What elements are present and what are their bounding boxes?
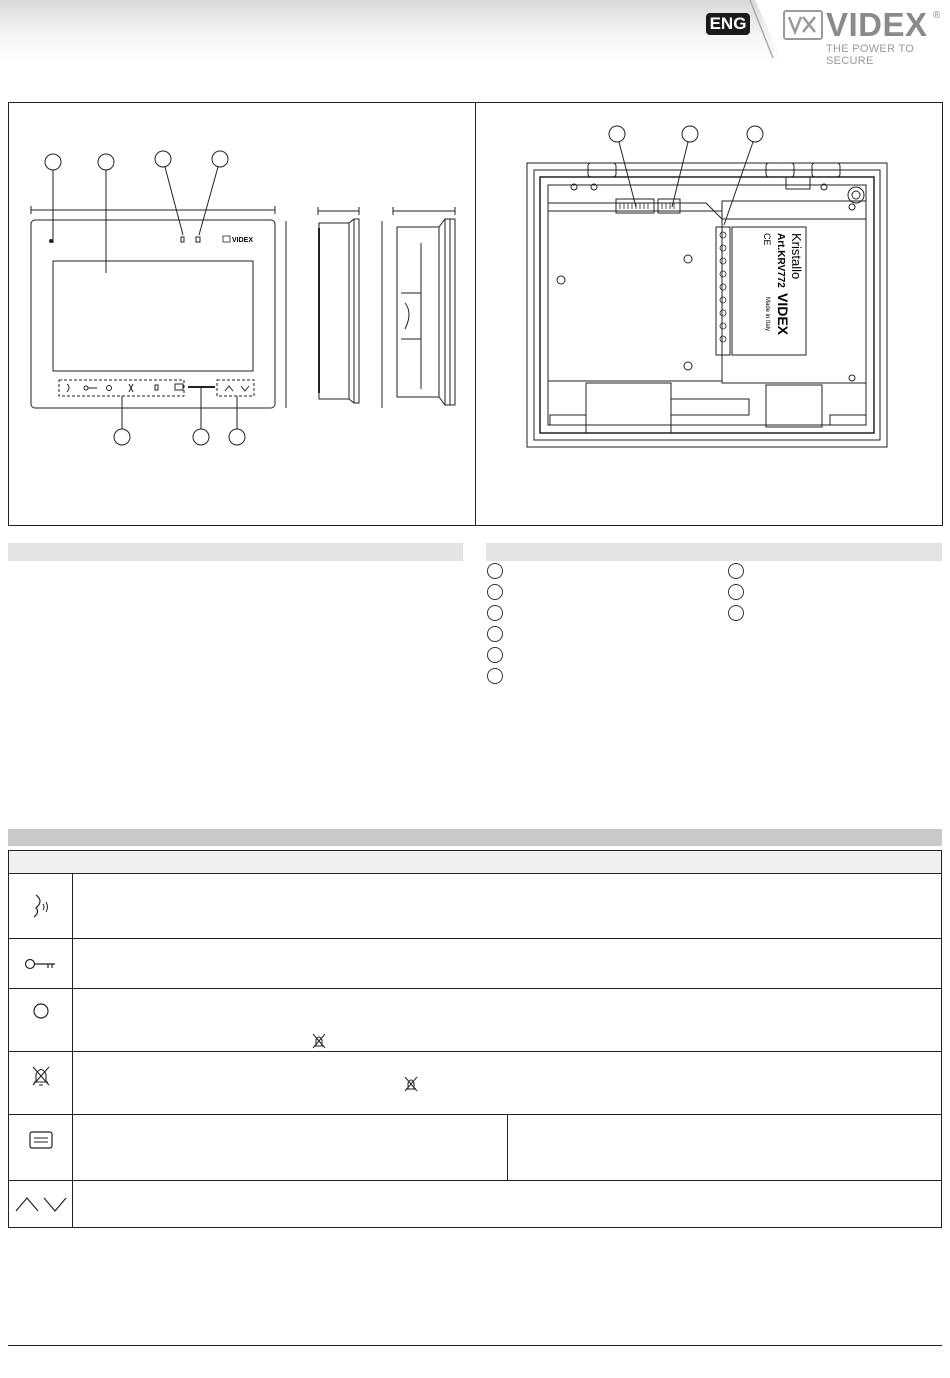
table-row xyxy=(9,1114,941,1180)
legend-callout-8 xyxy=(728,584,744,600)
videx-logo-icon xyxy=(783,10,823,40)
callout-2 xyxy=(98,154,114,170)
speak-icon xyxy=(26,891,56,921)
product-label xyxy=(762,233,804,336)
up-down-arrows-icon xyxy=(13,1194,69,1214)
svg-text:VIDEX: VIDEX xyxy=(232,237,254,244)
circle-icon xyxy=(31,1001,51,1021)
callout-6 xyxy=(193,429,209,445)
legend-callout-2 xyxy=(487,584,503,600)
section-left-header xyxy=(8,543,463,561)
table-head-row xyxy=(9,851,941,873)
callout-5 xyxy=(114,429,130,445)
callout-3 xyxy=(155,151,171,167)
key-icon xyxy=(24,955,58,973)
callout-4 xyxy=(212,151,228,167)
svg-text:Art.KRV772: Art.KRV772 xyxy=(775,233,786,288)
registered-mark: ® xyxy=(933,10,941,21)
legend-callout-4 xyxy=(487,626,503,642)
legend-callout-5 xyxy=(487,647,503,663)
brand-logo-text: VIDEX xyxy=(826,6,928,43)
legend-callout-7 xyxy=(728,563,744,579)
callout-9 xyxy=(682,126,698,142)
legend-callout-3 xyxy=(487,605,503,621)
device-logo xyxy=(223,236,253,244)
table-cell-divider xyxy=(507,1115,508,1181)
table-row xyxy=(9,1180,941,1227)
table-icon-cell xyxy=(9,939,73,988)
callout-7 xyxy=(229,429,245,445)
mute-bell-icon xyxy=(403,1075,419,1093)
callout-10 xyxy=(747,126,763,142)
legend-callout-6 xyxy=(487,668,503,684)
monitor-back-drawing xyxy=(476,103,942,525)
table-row xyxy=(9,938,941,988)
table-icon-cell xyxy=(9,989,73,1051)
table-row xyxy=(9,873,941,938)
legend-callout-1 xyxy=(487,563,503,579)
svg-text:Made in Italy: Made in Italy xyxy=(764,297,770,332)
svg-text:CE: CE xyxy=(762,233,772,246)
mute-bell-icon xyxy=(311,1032,327,1050)
brand-tagline: THE POWER TO SECURE xyxy=(826,43,915,67)
section-right-header xyxy=(486,543,942,561)
monitor-front-figure xyxy=(8,102,476,526)
svg-text:VIDEX: VIDEX xyxy=(775,293,791,336)
table-section-header xyxy=(8,829,942,846)
menu-icon xyxy=(29,1131,53,1149)
table-icon-cell xyxy=(9,1052,73,1114)
table-row xyxy=(9,1051,941,1114)
button-function-table xyxy=(8,850,942,1228)
mute-bell-icon xyxy=(30,1064,52,1088)
monitor-front-drawing xyxy=(9,103,475,525)
callout-1 xyxy=(45,154,61,170)
svg-text:Kristallo: Kristallo xyxy=(789,233,804,280)
legend-callout-9 xyxy=(728,605,744,621)
footer-rule xyxy=(8,1345,942,1346)
monitor-back-figure xyxy=(475,102,943,526)
table-icon-cell xyxy=(9,874,73,938)
table-row xyxy=(9,988,941,1051)
callout-8 xyxy=(609,126,625,142)
table-icon-cell xyxy=(9,1115,73,1180)
language-badge: ENG xyxy=(706,13,750,35)
table-icon-cell xyxy=(9,1181,73,1227)
